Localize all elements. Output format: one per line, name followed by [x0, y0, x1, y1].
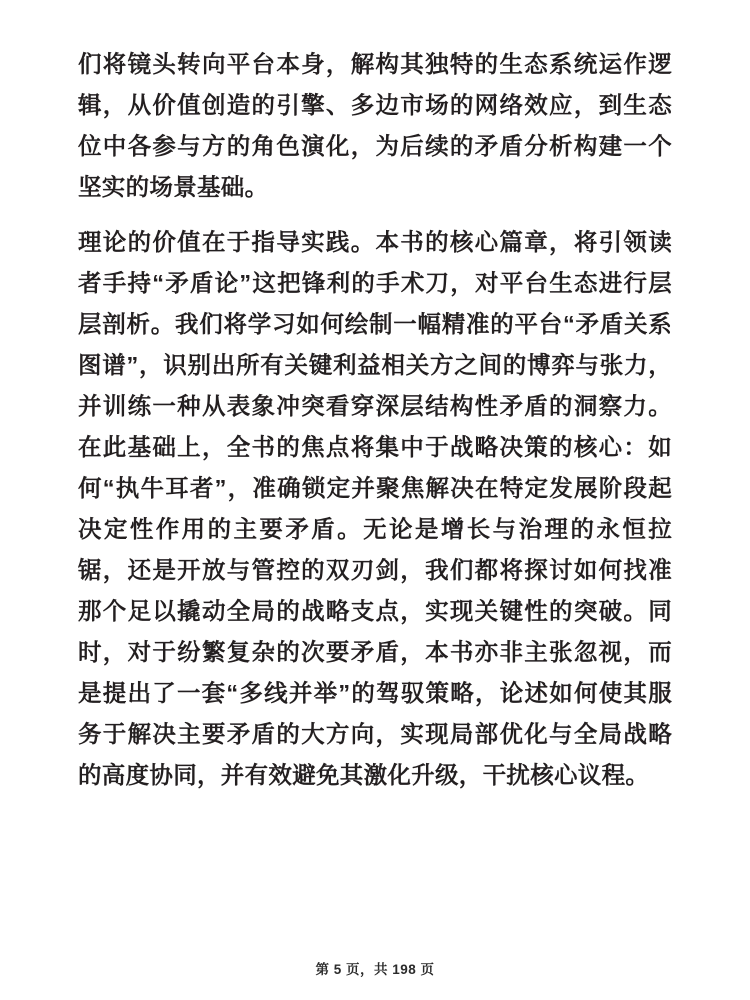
page-footer: [0, 958, 750, 978]
footer-suffix: 页: [420, 962, 435, 977]
page-body: [78, 44, 672, 796]
paragraph: 理论的价值在于指导实践。本书的核心篇章，将引领读者手持“矛盾论”这把锋利的手术刀，对平台生态进行层层剖析。我们将学习如何绘制一幅精准的平台“矛盾关系图谱”，识别出所有关键利益相关方之间的博弈与张力，并训练一种从表象冲突看穿深层结构性矛盾的洞察力。在此基础上，全书的焦点将集中于战略决策的核心：如何“执牛耳者”，准确锁定并聚焦解决在特定发展阶段起决定性作用的主要矛盾。无论是增长与治理的永恒拉锯，还是开放与管控的双刃剑，我们都将探讨如何找准那个足以撬动全局的战略支点，实现关键性的突破。同时，对于纷繁复杂的次要矛盾，本书亦非主张忽视，而是提出了一套“多线并举”的驾驭策略，论述如何使其服务于解决主要矛盾的大方向，实现局部优化与全局战略的高度协同，并有效避免其激化升级，干扰核心议程。: [78, 229, 672, 788]
footer-total-pages: 198: [392, 962, 417, 977]
footer-current-page: 5: [333, 962, 342, 977]
footer-middle: 页，共: [345, 962, 388, 977]
footer-prefix: 第: [315, 962, 330, 977]
paragraph: 们将镜头转向平台本身，解构其独特的生态系统运作逻辑，从价值创造的引擎、多边市场的网络效应，到生态位中各参与方的角色演化，为后续的矛盾分析构建一个坚实的场景基础。: [78, 51, 672, 200]
